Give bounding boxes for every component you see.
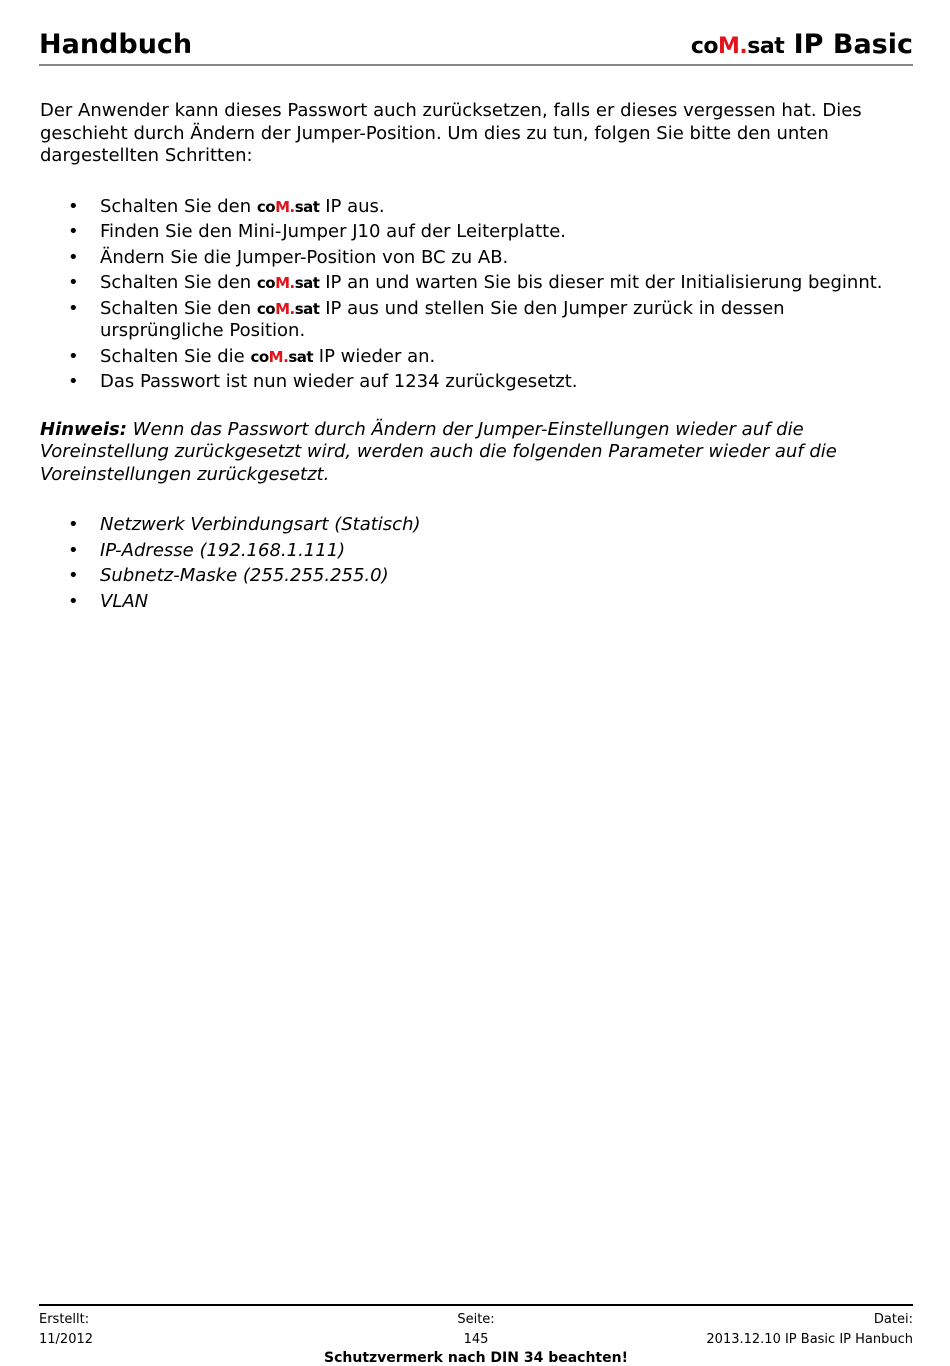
list-item: • Ändern Sie die Jumper-Position von BC zu AB.	[68, 246, 509, 268]
footer-notice: Schutzvermerk nach DIN 34 beachten!	[324, 1350, 628, 1366]
page-header	[39, 28, 913, 66]
list-item: • Das Passwort ist nun wieder auf 1234 zurückgesetzt.	[68, 371, 578, 392]
bullet: •	[68, 590, 79, 612]
comsat-logo: coM.sat	[250, 347, 314, 366]
bullet: •	[68, 195, 79, 217]
product-title	[691, 28, 913, 64]
steps-list	[40, 196, 910, 394]
bullet: •	[68, 565, 79, 586]
footer-page: Seite: 145	[457, 1312, 495, 1347]
note-label: Hinweis:	[40, 418, 127, 440]
page-content	[40, 100, 910, 616]
comsat-logo: coM.sat	[256, 197, 320, 216]
list-item: • Schalten Sie den coM.sat IP aus.	[68, 195, 385, 217]
intro-paragraph: Der Anwender kann dieses Passwort auch zurücksetzen, falls er dieses vergessen hat. Dies geschieht durch Ändern der Jumper-Position. Um dies zu tun, folgen Sie bitte den unten dargestellten Schritten:	[40, 100, 862, 166]
note-paragraph	[40, 419, 910, 487]
list-item: • Schalten Sie den coM.sat IP aus und stellen Sie den Jumper zurück in dessen ursprüngliche Position.	[68, 297, 785, 341]
list-item: • IP-Adresse (192.168.1.111)	[68, 539, 346, 561]
bullet: •	[68, 297, 79, 319]
note-text: Wenn das Passwort durch Ändern der Jumper-Einstellungen wieder auf die Voreinstellung zurückgesetzt wird, werden auch die folgenden Parameter wieder auf die Voreinstellungen zurückgesetzt.	[40, 418, 837, 485]
bullet: •	[68, 246, 79, 268]
bullet: •	[68, 539, 79, 561]
comsat-logo: coM.sat	[690, 34, 785, 59]
footer-created: Erstellt: 11/2012	[39, 1312, 94, 1347]
bullet: •	[68, 272, 79, 293]
params-list	[40, 514, 910, 613]
bullet: •	[68, 221, 79, 242]
list-item: • Schalten Sie die coM.sat IP wieder an.	[68, 345, 436, 367]
comsat-logo: coM.sat	[256, 274, 320, 292]
bullet: •	[68, 514, 79, 535]
list-item: • Netzwerk Verbindungsart (Statisch)	[68, 514, 421, 535]
list-item: • Schalten Sie den coM.sat IP an und warten Sie bis dieser mit der Initialisierung beginnt.	[68, 272, 883, 293]
footer-file: Datei: 2013.12.10 IP Basic IP Hanbuch	[706, 1312, 913, 1347]
product-name: IP Basic	[793, 29, 913, 60]
comsat-logo: coM.sat	[256, 299, 320, 318]
list-item: • VLAN	[68, 590, 149, 612]
page-footer	[39, 1304, 913, 1366]
list-item: • Subnetz-Maske (255.255.255.0)	[68, 565, 389, 586]
list-item: • Finden Sie den Mini-Jumper J10 auf der Leiterplatte.	[68, 221, 566, 242]
bullet: •	[68, 371, 79, 392]
bullet: •	[68, 345, 79, 367]
page-title: Handbuch	[39, 29, 193, 60]
